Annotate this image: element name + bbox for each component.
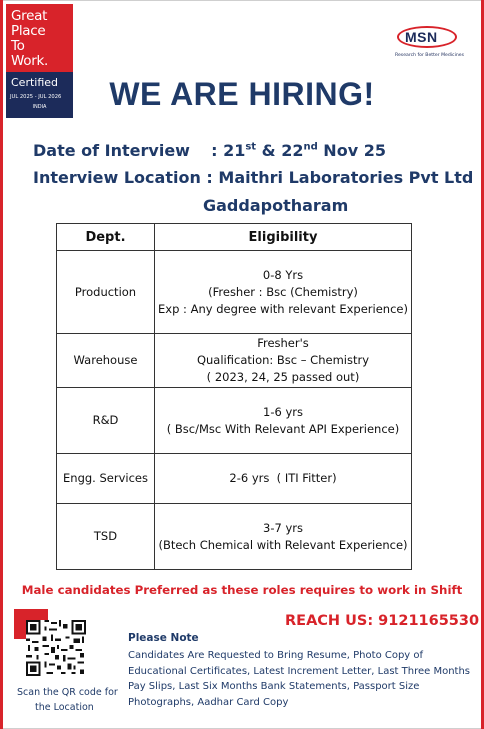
eligibility-line: 3-7 yrs — [263, 520, 303, 535]
hiring-title: WE ARE HIRING! — [109, 76, 375, 112]
msn-logo — [395, 22, 463, 62]
table-header-row — [57, 224, 412, 251]
date-sep: : — [211, 141, 218, 160]
table-row — [57, 334, 412, 388]
interview-date-line — [33, 141, 386, 160]
msn-logo-tagline: Research for Better Medicines — [395, 53, 464, 58]
location-line-2: Gaddapotharam — [203, 196, 349, 215]
msn-logo-name: MSN — [405, 29, 438, 45]
date-month-year: Nov 25 — [317, 141, 386, 160]
eligibility-cell — [155, 504, 412, 570]
date-label: Date of Interview — [33, 141, 190, 160]
eligibility-cell — [155, 334, 412, 388]
eligibility-cell — [155, 388, 412, 454]
badge-line-3: To — [11, 38, 25, 54]
dept-cell: R&D — [57, 388, 155, 454]
please-note-text: Candidates Are Requested to Bring Resume, Photo Copy of Educational Certificates, Latest Increment Letter, Last Three Months Pay Slips, Last Six Months Bank Statements, Passport Size Photographs, Aadhar Card Copy — [128, 650, 471, 708]
dept-cell: TSD — [57, 504, 155, 570]
qr-caption-line-2: the Location — [35, 702, 94, 713]
location-sep: : — [206, 168, 213, 187]
interview-location-line — [33, 168, 473, 187]
eligibility-cell — [155, 251, 412, 334]
male-preferred-note: Male candidates Preferred as these roles requires to work in Shift — [21, 583, 463, 597]
badge-line-2: Place — [11, 23, 46, 39]
qr-code-icon[interactable] — [26, 620, 86, 676]
location-label: Interview Location — [33, 168, 201, 187]
eligibility-cell — [155, 454, 412, 504]
eligibility-line: Exp : Any degree with relevant Experience) — [158, 301, 408, 316]
date-day2: 22 — [281, 141, 304, 160]
badge-country: INDIA — [32, 104, 47, 110]
location-value: Maithri Laboratories Pvt Ltd — [218, 168, 474, 187]
eligibility-line: 1-6 yrs — [263, 404, 303, 419]
dept-cell: Engg. Services — [57, 454, 155, 504]
badge-certified: Certified — [11, 76, 59, 89]
please-note-heading: Please Note — [128, 632, 199, 644]
table-row — [57, 388, 412, 454]
reach-us-phone[interactable]: REACH US: 9121165530 — [285, 613, 480, 629]
eligibility-line: ( Bsc/Msc With Relevant API Experience) — [166, 421, 400, 436]
date-day1: 21 — [223, 141, 246, 160]
eligibility-line: Qualification: Bsc – Chemistry — [196, 353, 370, 367]
eligibility-line: 0-8 Yrs — [262, 267, 304, 282]
eligibility-line: (Fresher : Bsc (Chemistry) — [208, 284, 358, 299]
date-day1-suffix: st — [245, 141, 257, 153]
eligibility-line: Fresher's — [257, 336, 309, 350]
header-dept: Dept. — [57, 224, 155, 251]
badge-line-1: Great — [11, 8, 48, 24]
qr-caption-line-1: Scan the QR code for — [17, 687, 118, 698]
date-and: & — [256, 141, 282, 160]
table-row — [57, 251, 412, 334]
badge-line-4: Work. — [11, 53, 48, 69]
date-day2-suffix: nd — [303, 141, 318, 153]
dept-cell: Production — [57, 251, 155, 334]
header-eligibility: Eligibility — [155, 224, 412, 251]
dept-cell: Warehouse — [57, 334, 155, 388]
eligibility-table — [56, 223, 412, 570]
table-row — [57, 504, 412, 570]
eligibility-line: (Btech Chemical with Relevant Experience) — [158, 537, 408, 552]
eligibility-line: 2-6 yrs ( ITI Fitter) — [229, 471, 337, 485]
eligibility-line: ( 2023, 24, 25 passed out) — [206, 370, 360, 384]
table-row — [57, 454, 412, 504]
badge-dates: JUL 2025 - JUL 2026 — [10, 94, 62, 100]
